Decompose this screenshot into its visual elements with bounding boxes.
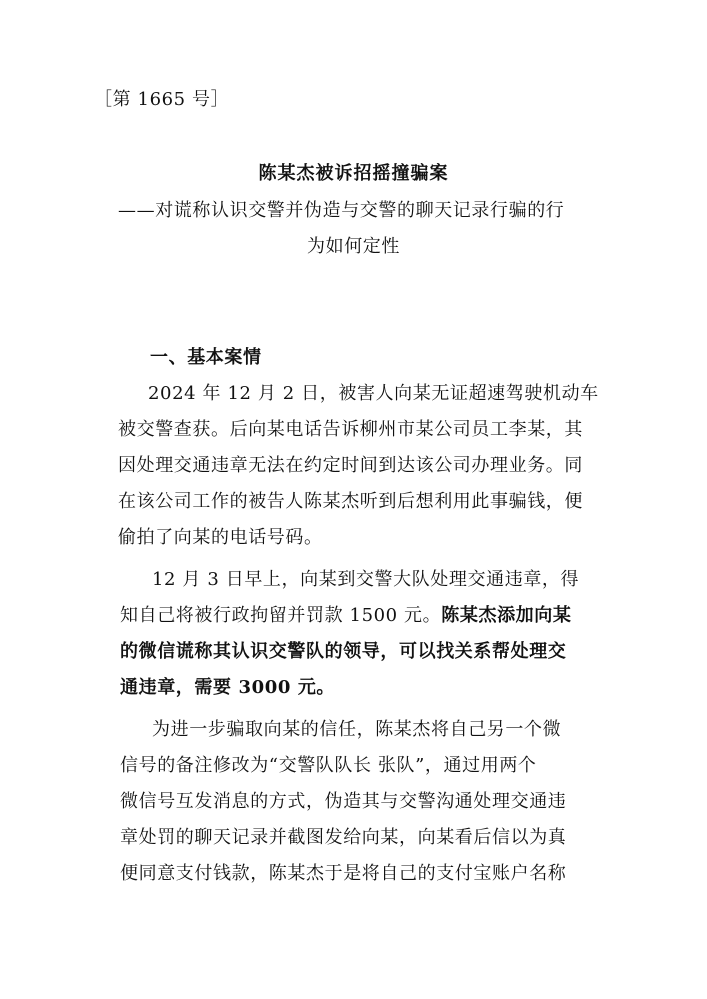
paragraph3-line-5: 便同意支付钱款，陈某杰于是将自己的支付宝账户名称 (120, 863, 567, 884)
paragraph2-line-4: 通违章，需要 3000 元。 (120, 677, 336, 698)
paragraph3-line-3: 微信号互发消息的方式，伪造其与交警沟通处理交通违 (120, 791, 567, 812)
subtitle-line-2: 为如何定性 (307, 236, 400, 257)
paragraph1-line-1: 2024 年 12 月 2 日，被害人向某无证超速驾驶机动车 (148, 383, 599, 404)
document-number: ［第 1665 号］ (94, 89, 230, 110)
section-heading: 一、基本案情 (150, 347, 262, 368)
paragraph2-line-2-emphasis: 陈某杰添加向某 (441, 605, 572, 626)
paragraph3-line-1: 为进一步骗取向某的信任，陈某杰将自己另一个微 (152, 719, 562, 740)
paragraph1-line-2: 被交警查获。后向某电话告诉柳州市某公司员工李某，其 (118, 419, 583, 440)
paragraph3-line-2: 信号的备注修改为“交警队队长 张队”，通过用两个 (120, 755, 537, 776)
paragraph3-line-4: 章处罚的聊天记录并截图发给向某，向某看后信以为真 (120, 827, 567, 848)
paragraph2-line-1: 12 月 3 日早上，向某到交警大队处理交通违章，得 (152, 569, 580, 590)
case-title: 陈某杰被诉招摇撞骗案 (258, 163, 449, 184)
subtitle-line-1: ——对谎称认识交警并伪造与交警的聊天记录行骗的行 (118, 200, 565, 221)
paragraph1-line-5: 偷拍了向某的电话号码。 (118, 527, 323, 548)
paragraph1-line-4: 在该公司工作的被告人陈某杰听到后想利用此事骗钱，便 (118, 491, 583, 512)
paragraph2-line-2-text: 知自己将被行政拘留并罚款 1500 元。 (120, 605, 442, 626)
paragraph1-line-3: 因处理交通违章无法在约定时间到达该公司办理业务。同 (118, 455, 583, 476)
paragraph2-line-2 (120, 604, 571, 628)
paragraph2-line-3: 的微信谎称其认识交警队的领导，可以找关系帮处理交 (120, 641, 567, 662)
